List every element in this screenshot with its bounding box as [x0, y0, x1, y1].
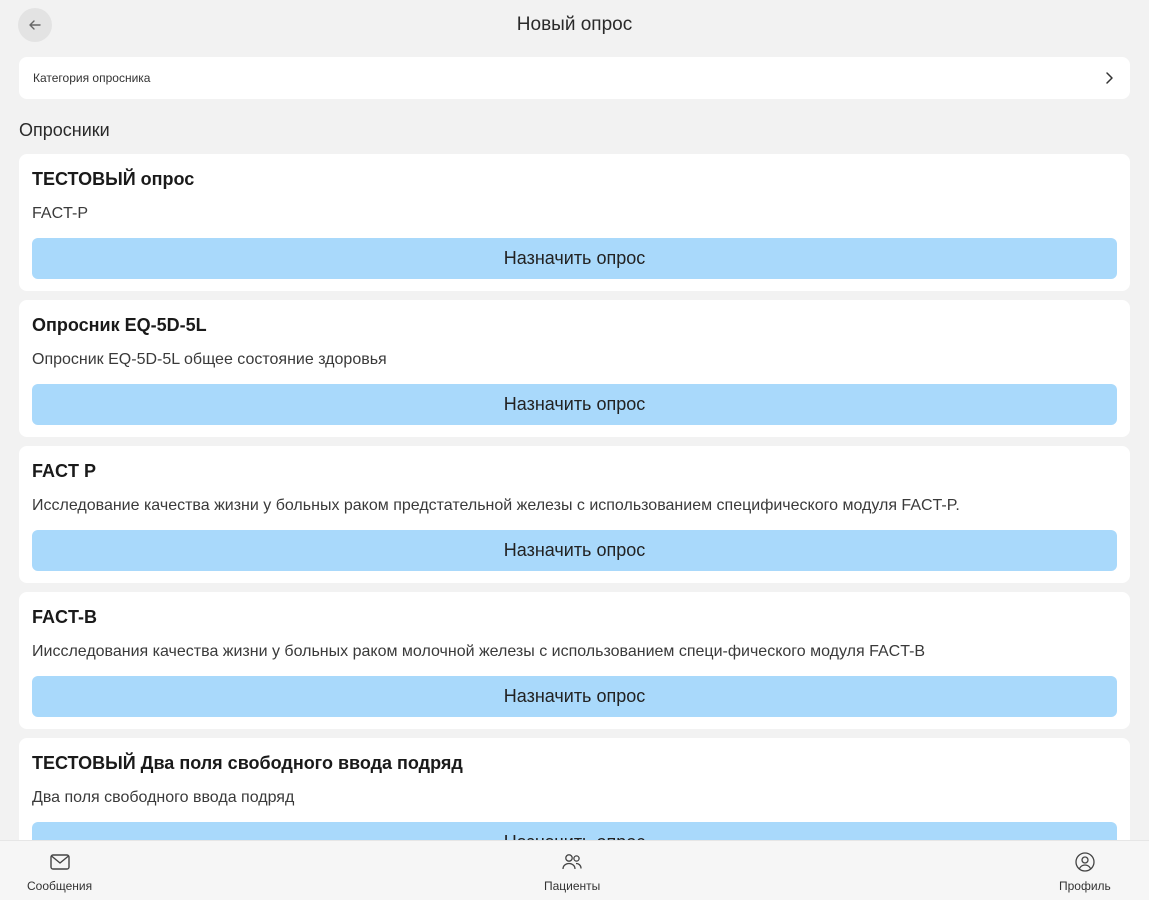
survey-card	[19, 300, 1130, 437]
survey-card	[19, 446, 1130, 583]
assign-survey-button[interactable]: Назначить опрос	[32, 238, 1117, 279]
category-selector[interactable]	[19, 57, 1130, 99]
header	[0, 0, 1149, 50]
survey-card	[19, 592, 1130, 729]
survey-title: ТЕСТОВЫЙ опрос	[32, 169, 195, 189]
bottom-nav	[0, 840, 1149, 900]
nav-item-messages[interactable]	[27, 851, 92, 893]
user-circle-icon	[1074, 851, 1096, 873]
survey-title: FACT-B	[32, 607, 97, 627]
nav-label-messages: Сообщения	[27, 879, 93, 893]
survey-description: Два поля свободного ввода подряд	[32, 789, 295, 806]
category-label: Категория опросника	[33, 71, 151, 85]
survey-title: Опросник EQ-5D-5L	[32, 315, 207, 335]
users-icon	[561, 851, 583, 873]
nav-item-profile[interactable]	[1059, 851, 1111, 893]
assign-survey-button[interactable]: Назначить опрос	[32, 384, 1117, 425]
assign-survey-button[interactable]: Назначить опрос	[32, 530, 1117, 571]
back-button[interactable]	[18, 8, 52, 42]
arrow-left-icon	[27, 17, 43, 33]
survey-title: FACT P	[32, 461, 97, 481]
nav-label-profile: Профиль	[1059, 879, 1111, 893]
nav-label-patients: Пациенты	[544, 879, 601, 893]
survey-description: Исследование качества жизни у больных раком предстательной железы с использованием специфического модуля FACT-P.	[32, 497, 960, 514]
survey-description: FACT-P	[32, 205, 89, 222]
survey-title: ТЕСТОВЫЙ Два поля свободного ввода подряд	[32, 753, 463, 773]
survey-description: Опросник EQ-5D-5L общее состояние здоровья	[32, 351, 387, 368]
survey-list[interactable]	[19, 154, 1130, 840]
assign-survey-button[interactable]: Назначить опрос	[32, 676, 1117, 717]
nav-item-patients[interactable]	[544, 851, 600, 893]
survey-card	[19, 154, 1130, 291]
survey-description: Иисследования качества жизни у больных раком молочной железы с использованием специ-фического модуля FACT-B	[32, 643, 926, 660]
mail-icon	[49, 851, 71, 873]
section-title: Опросники	[19, 120, 110, 140]
page-title: Новый опрос	[516, 14, 633, 35]
chevron-right-icon	[1102, 71, 1116, 85]
